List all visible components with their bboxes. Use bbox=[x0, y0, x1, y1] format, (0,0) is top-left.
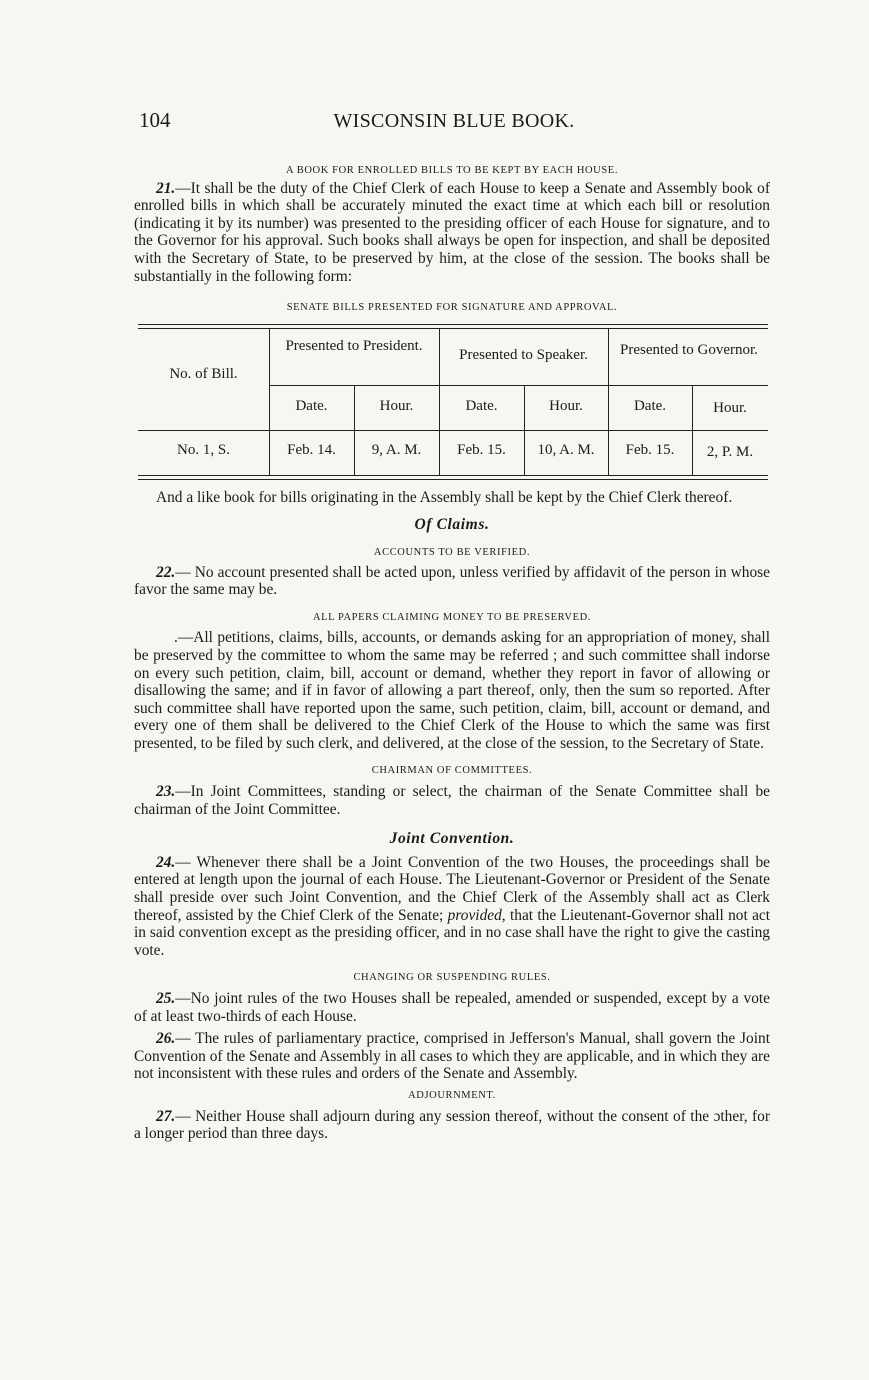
section-heading: ALL PAPERS CLAIMING MONEY TO BE PRESERVED. bbox=[312, 611, 592, 623]
table-cell-hour: 10, A. M. bbox=[537, 441, 595, 458]
table-cell-hour: 9, A. M. bbox=[371, 441, 422, 458]
paragraph-25 bbox=[134, 990, 770, 1025]
provided-text: provided, bbox=[447, 906, 506, 924]
column-header-date: Date. bbox=[633, 397, 667, 414]
column-group-president: Presented to President. bbox=[285, 337, 423, 354]
column-header-date: Date. bbox=[465, 397, 498, 414]
paragraph-after-table: And a like book for bills originating in the Assembly shall be kept by the Chief Clerk thereof. bbox=[156, 488, 733, 506]
section-number: 25. bbox=[156, 990, 176, 1007]
paragraph-text: — Neither House shall adjourn during any session thereof, without the consent of the ɔther, for a longer period than three days. bbox=[134, 1107, 770, 1143]
paragraph-text: — Whenever there shall be a Joint Convention of the two Houses, the proceedings shall be entered at length upon the journal of each House. The Lieutenant-Governor or President of the Senate shall preside over such Joint Convention, and the Chief Clerk of the Assembly shall act as Clerk thereof, assisted by the Chief Clerk of the Senate; bbox=[134, 853, 770, 924]
column-header-hour: Hour. bbox=[549, 397, 583, 414]
page-number: 104 bbox=[139, 108, 171, 132]
column-group-speaker: Presented to Speaker. bbox=[459, 346, 588, 363]
table-rule bbox=[138, 328, 768, 329]
column-header-bill-number: No. of Bill. bbox=[169, 365, 238, 382]
paragraph-text: that the Lieutenant-Governor shall not act in said convention except as the presiding officer, and in no case shall have the right to give the casting vote. bbox=[134, 906, 771, 959]
paragraph-26 bbox=[134, 1030, 770, 1083]
column-header-date: Date. bbox=[295, 397, 328, 414]
paragraph-text: — The rules of parliamentary practice, comprised in Jefferson's Manual, shall govern the Joint Convention of the Senate and Assembly in all cases to which they are applicable, and in which they are not inconsistent with these rules and orders of the Senate and Assembly. bbox=[134, 1030, 770, 1083]
section-heading: CHANGING OR SUSPENDING RULES. bbox=[353, 972, 551, 984]
table-rule bbox=[269, 385, 768, 386]
table-rule bbox=[138, 430, 768, 431]
table-cell-hour: 2, P. M. bbox=[706, 443, 754, 460]
section-heading: A BOOK FOR ENROLLED BILLS TO BE KEPT BY EACH HOUSE. bbox=[285, 165, 619, 176]
table-rule bbox=[138, 479, 768, 480]
table-cell-date: Feb. 15. bbox=[457, 441, 506, 458]
bills-table bbox=[138, 324, 768, 484]
table-rule bbox=[692, 385, 693, 475]
section-number: 27. bbox=[156, 1107, 176, 1125]
section-number: 21. bbox=[156, 179, 176, 197]
paragraph-text: —No joint rules of the two Houses shall be repealed, amended or suspended, except by a vote of at least two-thirds of each House. bbox=[134, 990, 770, 1025]
table-title: SENATE BILLS PRESENTED FOR SIGNATURE AND APPROVAL. bbox=[286, 302, 618, 314]
paragraph-text: — No account presented shall be acted upon, unless verified by affidavit of the person in whose favor the same may be. bbox=[134, 563, 770, 599]
table-rule bbox=[138, 324, 768, 325]
section-heading: ACCOUNTS TO BE VERIFIED. bbox=[373, 546, 531, 558]
paragraph-22 bbox=[134, 564, 770, 599]
section-number: 23. bbox=[156, 783, 176, 801]
section-number: 24. bbox=[156, 853, 176, 871]
table-cell-date: Feb. 15. bbox=[625, 441, 675, 458]
page-body bbox=[134, 162, 770, 1143]
paragraph-text: —In Joint Committees, standing or select, the chairman of the Senate Committee shall be chairman of the Joint Committee. bbox=[134, 783, 770, 818]
paragraph-23 bbox=[134, 783, 770, 818]
section-heading: ADJOURNMENT. bbox=[408, 1089, 496, 1101]
section-number: 22. bbox=[156, 563, 176, 581]
section-number: 26. bbox=[156, 1030, 176, 1048]
column-header-hour: Hour. bbox=[713, 399, 747, 416]
running-head: WISCONSIN BLUE BOOK. bbox=[333, 110, 575, 132]
table-rule bbox=[138, 475, 768, 476]
section-title-claims: Of Claims. bbox=[414, 516, 490, 534]
table-cell-date: Feb. 14. bbox=[287, 441, 336, 458]
page-header bbox=[139, 108, 769, 138]
paragraph-24 bbox=[134, 854, 770, 960]
paragraph-21 bbox=[134, 180, 770, 286]
section-heading: CHAIRMAN OF COMMITTEES. bbox=[371, 765, 533, 777]
column-group-governor: Presented to Governor. bbox=[620, 341, 758, 358]
column-header-hour: Hour. bbox=[379, 397, 414, 414]
paragraph-papers: .—All petitions, claims, bills, accounts, or demands asking for an appropriation of money, shall be preserved by the committee to whom the same may be referred ; and such committee shall indorse on every such petition, claim, bill, account or demand, whether they report in favor of allowing or disallowing the same; and if in favor of allowing a part thereof, only, then the sum so reported. After such committee shall have reported upon the same, such petition, claim, bill, account or demand, and every one of them shall be delivered to the Chief Clerk of the House to which the same was first presented, to be filed by such clerk, and delivered, at the close of the session, to the Secretary of State. bbox=[134, 629, 770, 752]
paragraph-text: —It shall be the duty of the Chief Clerk of each House to keep a Senate and Assembly book of enrolled bills in which shall be accurately minuted the exact time at which each bill or resolution (indicating it by its number) was presented to the presiding officer of each House for signature, and to the Governor for his approval. Such books shall always be open for inspection, and shall be deposited with the Secretary of State, to be preserved by him, at the close of the session. The books shall be substantially in the following form: bbox=[134, 179, 770, 285]
paragraph-27 bbox=[134, 1108, 770, 1143]
section-title-joint-convention: Joint Convention. bbox=[389, 830, 515, 848]
table-cell-bill-number: No. 1, S. bbox=[177, 441, 230, 458]
